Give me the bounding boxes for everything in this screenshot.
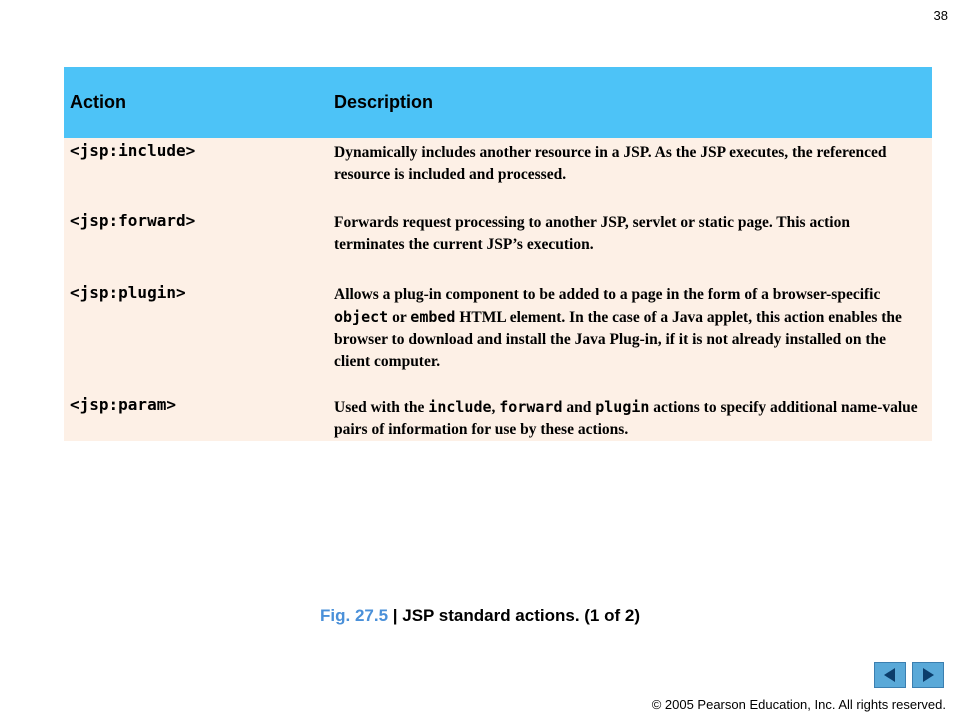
inline-code: object xyxy=(334,308,389,326)
inline-code: embed xyxy=(410,308,456,326)
description-text: Allows a plug-in component to be added to a page in the form of a browser-specific xyxy=(334,286,881,303)
description-cell xyxy=(327,138,932,208)
description-text: , xyxy=(491,399,500,416)
header-description: Description xyxy=(334,92,434,112)
triangle-left-icon xyxy=(882,667,898,683)
figure-number: Fig. 27.5 xyxy=(320,606,389,625)
table-header xyxy=(64,67,932,138)
description-cell xyxy=(327,392,932,441)
description-text: Dynamically includes another resource in a JSP. As the JSP executes, the referenced resource is included and processed. xyxy=(334,144,887,183)
figure-caption xyxy=(0,606,960,626)
header-action: Action xyxy=(70,92,126,112)
inline-code: include xyxy=(428,398,492,416)
description-text: and xyxy=(562,399,596,416)
description-cell xyxy=(327,280,932,392)
previous-slide-button[interactable] xyxy=(874,662,906,688)
page-number: 38 xyxy=(933,8,948,23)
inline-code: plugin xyxy=(595,398,650,416)
table-row xyxy=(64,280,932,392)
jsp-actions-table xyxy=(64,67,932,441)
table-row xyxy=(64,392,932,441)
caption-separator: | xyxy=(388,606,403,625)
action-cell: <jsp:param> xyxy=(70,395,176,414)
description-text: HTML element. In the case of a Java applet, this action enables the browser to download and install the Java Plug-in, if it is not already installed on the client computer. xyxy=(334,309,902,370)
description-text: or xyxy=(388,309,411,326)
table-row xyxy=(64,208,932,280)
description-text: actions to specify additional name-value pairs of information for use by these actions. xyxy=(334,399,918,438)
action-cell: <jsp:include> xyxy=(70,141,196,160)
caption-text: JSP standard actions. (1 of 2) xyxy=(402,606,640,625)
table-row xyxy=(64,138,932,208)
triangle-right-icon xyxy=(920,667,936,683)
action-cell: <jsp:plugin> xyxy=(70,283,186,302)
next-slide-button[interactable] xyxy=(912,662,944,688)
description-text: Used with the xyxy=(334,399,429,416)
description-text: Forwards request processing to another JSP, servlet or static page. This action terminates the current JSP’s execution. xyxy=(334,214,850,253)
slide-navigation xyxy=(874,662,944,688)
description-cell xyxy=(327,208,932,280)
copyright-notice: © 2005 Pearson Education, Inc. All rights reserved. xyxy=(651,697,946,712)
action-cell: <jsp:forward> xyxy=(70,211,196,230)
inline-code: forward xyxy=(499,398,563,416)
